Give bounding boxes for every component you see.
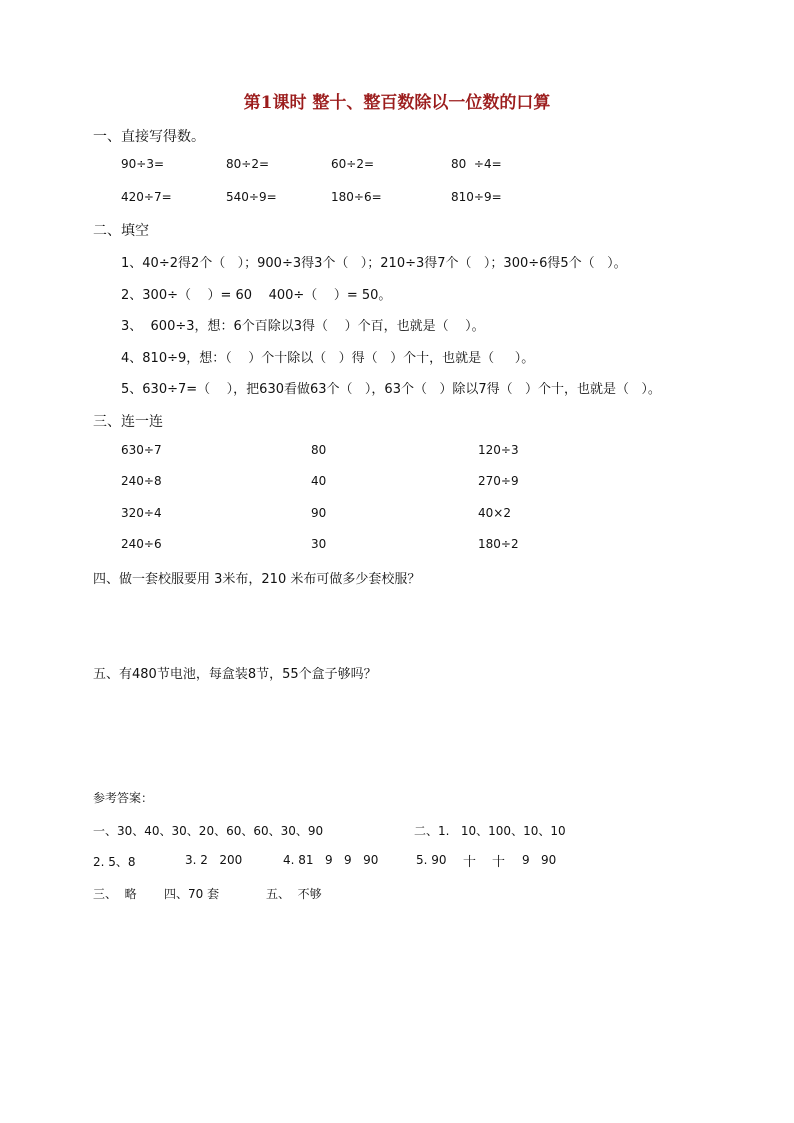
answer-5-part-4: 9 [522, 853, 530, 867]
match-left-1: 630÷7 [121, 443, 162, 457]
answer-5: 5. 90 [416, 853, 447, 867]
section2-heading: 二、填空 [93, 223, 149, 239]
problem-1-8: 810÷9= [451, 190, 502, 204]
match-left-4: 240÷6 [121, 537, 162, 551]
match-middle-4: 30 [311, 537, 327, 551]
section3-heading: 三、连一连 [93, 414, 163, 430]
match-right-3: 40×2 [478, 506, 511, 520]
page-title: 第1课时 整十、整百数除以一位数的口算 [243, 93, 551, 113]
match-right-4: 180÷2 [478, 537, 519, 551]
problem-1-1: 90÷3= [121, 157, 165, 171]
fill-blank-4: 4、810÷9，想：（ ）个十除以（ ）得（ ）个十，也就是（ ）。 [121, 351, 535, 366]
match-middle-1: 80 [311, 443, 327, 457]
answer-line-3-a: 三、 略 [93, 887, 137, 901]
match-middle-3: 90 [311, 506, 327, 520]
answers-heading: 参考答案： [93, 791, 154, 805]
fill-blank-2: 2、300÷（ ）= 60 400÷（ ）= 50。 [121, 288, 392, 303]
match-middle-2: 40 [311, 474, 327, 488]
problem-1-4: 80 ÷4= [451, 157, 502, 171]
word-problem-5: 五、有480节电池，每盒装8节，55个盒子够吗？ [93, 667, 377, 682]
fill-blank-3: 3、 600÷3，想：6个百除以3得（ ）个百，也就是（ ）。 [121, 319, 485, 334]
problem-1-3: 60÷2= [331, 157, 375, 171]
answer-5-part-3: 十 [492, 855, 506, 870]
fill-blank-1: 1、40÷2得2个（ ）；900÷3得3个（ ）；210÷3得7个（ ）；300÷6得5个（ ）。 [121, 256, 627, 271]
answer-4: 4. 81 9 9 90 [283, 853, 379, 867]
match-left-2: 240÷8 [121, 474, 162, 488]
answer-line-1-right: 二、1. 10、100、10、10 [414, 824, 566, 838]
answer-3: 3. 2 200 [185, 853, 243, 867]
problem-1-5: 420÷7= [121, 190, 172, 204]
problem-1-6: 540÷9= [226, 190, 277, 204]
word-problem-4: 四、做一套校服要用 3米布，210 米布可做多少套校服？ [93, 572, 421, 587]
problem-1-2: 80÷2= [226, 157, 270, 171]
answer-5-part-5: 90 [541, 853, 557, 867]
match-left-3: 320÷4 [121, 506, 162, 520]
answer-5-part-2: 十 [463, 855, 477, 870]
answer-line-1-left: 一、30、40、30、20、60、60、30、90 [93, 824, 324, 838]
fill-blank-5: 5、630÷7=（ ），把630看做63个（ ），63个（ ）除以7得（ ）个十，也就是（ ）。 [121, 382, 661, 397]
match-right-2: 270÷9 [478, 474, 519, 488]
answer-line-3-c: 五、 不够 [266, 887, 322, 901]
answer-line-3-b: 四、70 套 [164, 887, 220, 901]
problem-1-7: 180÷6= [331, 190, 382, 204]
section1-heading: 一、直接写得数。 [93, 129, 205, 145]
match-right-1: 120÷3 [478, 443, 519, 457]
answer-2: 2. 5、8 [93, 855, 136, 869]
